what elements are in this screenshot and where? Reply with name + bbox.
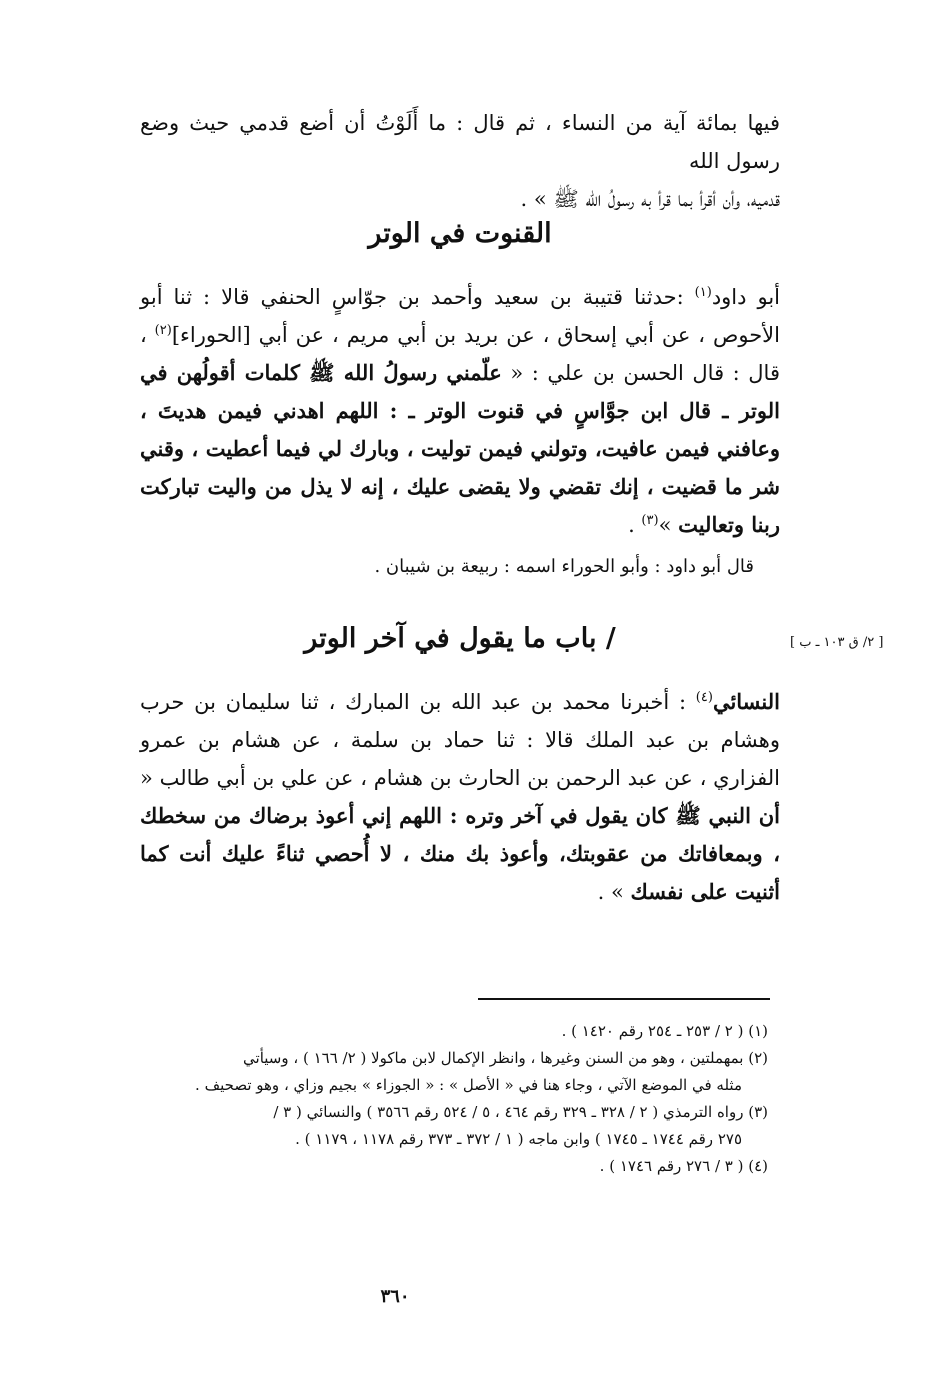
footnote-line: ٢٧٥ رقم ١٧٤٤ ـ ١٧٤٥ ) وابن ماجه ( ١ / ٣٧٢ ـ ٣٧٣ رقم ١١٧٨ ، ١١٧٩ ) . [295,1130,742,1148]
margin-manuscript-ref: [ ٢/ ق ١٠٣ ـ ب ] [790,635,884,650]
section-heading-qunut: القنوت في الوتر [368,218,552,249]
hadith-abu-dawud-text [140,278,780,544]
text-segment: : أخبرنا محمد بن عبد الله بن المبارك ، ثنا سليمان بن حرب وهشام بن عبد الملك قالا : ثنا حماد بن سلمة ، عن هشام بن عمرو الفزاري ، عن عبد الرحمن بن الحارث بن هشام ، عن علي بن أبي طالب « [140,690,780,790]
text-segment: ، قال : قال الحسن بن علي : « [140,323,780,385]
footnote-line: (٤) ( ٣ / ٢٧٦ رقم ١٧٤٦ ) . [599,1157,768,1175]
footnote-line: (١) ( ٢ / ٢٥٣ ـ ٢٥٤ رقم ١٤٢٠ ) . [561,1022,768,1040]
footnote-line: (٣) رواه الترمذي ( ٢ / ٣٢٨ ـ ٣٢٩ رقم ٤٦٤ ، ٥ / ٥٢٤ رقم ٣٥٦٦ ) والنسائي ( ٣ / [273,1103,768,1121]
text-segment: . [628,513,642,537]
opening-text [140,104,780,218]
footnote-line: (٢) بمهملتين ، وهو من السنن وغيرها ، وانظر الإكمال لابن ماكولا ( ٢/ ١٦٦ ) ، وسيأتي [243,1049,768,1067]
text-segment: أبو داود [711,285,780,309]
hadith-abu-dawud [140,278,780,586]
page-number: ٣٦٠ [380,1286,410,1307]
hadith-matn: أن النبي ﷺ كان يقول في آخر وتره : اللهم إني أعوذ برضاك من سخطك ، وبمعافاتك من عقوبتك، وأعوذ بك منك ، لا أُحصي ثناءً عليك أنت كما أثنيت على نفسك [140,803,780,904]
footnote-marker: (٢) [154,323,172,338]
hadith-nasai-text [140,683,780,911]
section-heading-witr-end: / باب ما يقول في آخر الوتر [304,623,616,654]
footnote-marker: (٣) [641,513,659,528]
footnote-line: مثله في الموضع الآتي ، وجاء هنا في « الأصل » : « الجوزاء » بجيم وزاي ، وهو تصحيف . [195,1076,742,1094]
hadith-nasai [140,683,780,911]
text-segment: » . [597,880,631,904]
footnote-marker: (١) [694,285,712,300]
opening-paragraph [140,104,780,218]
footnotes [156,1018,768,1180]
text-segment: :حدثنا قتيبة بن سعيد وأحمد بن جوّاسٍ الحنفي قالا : ثنا أبو الأحوص ، عن أبي إسحاق ، عن بريد بن أبي مريم ، عن أبي [الحوراء] [140,285,780,347]
text-segment: » [658,513,679,537]
opening-line: قدميه، وأن أقرأ بما قرأ به رسولُ الله ﷺ » . [520,187,780,211]
footnote-marker: (٤) [695,690,713,705]
footnote-separator [478,998,770,1000]
opening-line: فيها بمائة آية من النساء ، ثم قال : ما أَلَوْتُ أن أضع قدمي حيث وضع رسول الله [140,111,780,173]
hadith-matn: النسائي [712,689,780,714]
abu-dawud-note: قال أبو داود : وأبو الحوراء اسمه : ربيعة بن شيبان . [374,556,754,577]
hadith-matn: علّمني رسولُ الله ﷺ كلمات أقولُهن في الوتر ـ قال ابن جوَّاسٍ في قنوت الوتر ـ : اللهم اهدني فيمن هديتَ ، وعافني فيمن عافيت، وتولني فيمن توليت ، وبارك لي فيما أعطيت ، وقني شر ما قضيت ، إنك تقضي ولا يقضى عليك ، إنه لا يذل من واليت تباركت ربنا وتعاليت [140,360,780,537]
